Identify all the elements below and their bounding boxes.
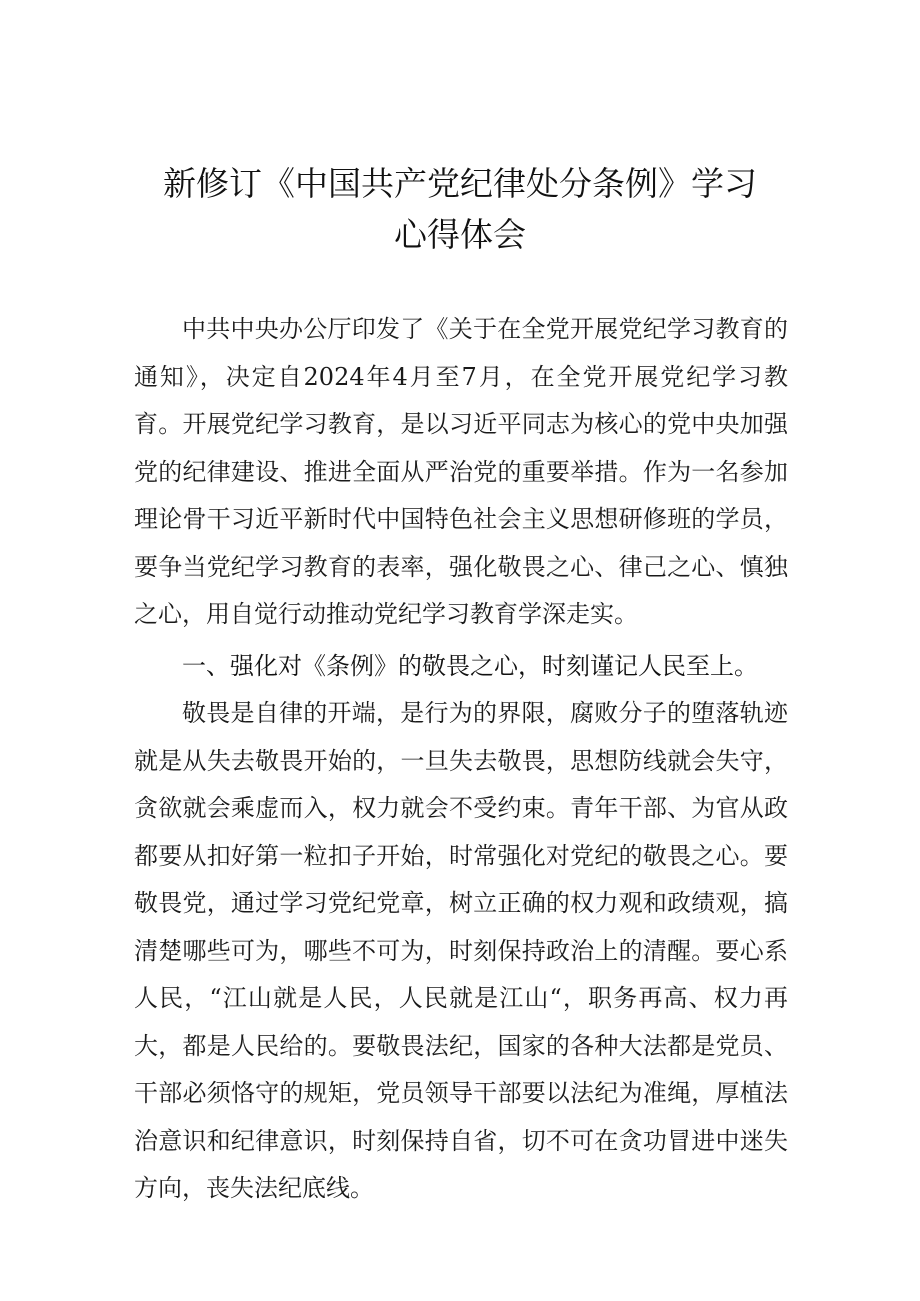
title-line-1: 新修订《中国共产党纪律处分条例》学习 <box>163 164 757 203</box>
section-1-paragraph-block <box>134 690 788 1213</box>
intro-paragraph: 中共中央办公厅印发了《关于在全党开展党纪学习教育的通知》，决定自2024年4月至7月，在全党开展党纪学习教育。开展党纪学习教育，是以习近平同志为核心的党中央加强党的纪律建设、推进全面从严治党的重要举措。作为一名参加理论骨干习近平新时代中国特色社会主义思想研修班的学员，要争当党纪学习教育的表率，强化敬畏之心、律己之心、慎独之心，用自觉行动推动党纪学习教育学深走实。 <box>134 315 788 628</box>
section-heading-1: 一、强化对《条例》的敬畏之心，时刻谨记人民至上。 <box>182 652 758 680</box>
section-1-paragraph: 敬畏是自律的开端，是行为的界限，腐败分子的堕落轨迹就是从失去敬畏开始的，一旦失去敬畏，思想防线就会失守，贪欲就会乘虚而入，权力就会不受约束。青年干部、为官从政都要从扣好第一粒扣子开始，时常强化对党纪的敬畏之心。要敬畏党，通过学习党纪党章，树立正确的权力观和政绩观，搞清楚哪些可为，哪些不可为，时刻保持政治上的清醒。要心系人民，“江山就是人民，人民就是江山“，职务再高、权力再大，都是人民给的。要敬畏法纪，国家的各种大法都是党员、干部必须恪守的规矩，党员领导干部要以法纪为准绳，厚植法治意识和纪律意识，时刻保持自省，切不可在贪功冒进中迷失方向，丧失法纪底线。 <box>134 699 788 1202</box>
title-line-2: 心得体会 <box>394 215 526 254</box>
document-title <box>130 158 790 260</box>
intro-paragraph-block <box>134 306 788 639</box>
